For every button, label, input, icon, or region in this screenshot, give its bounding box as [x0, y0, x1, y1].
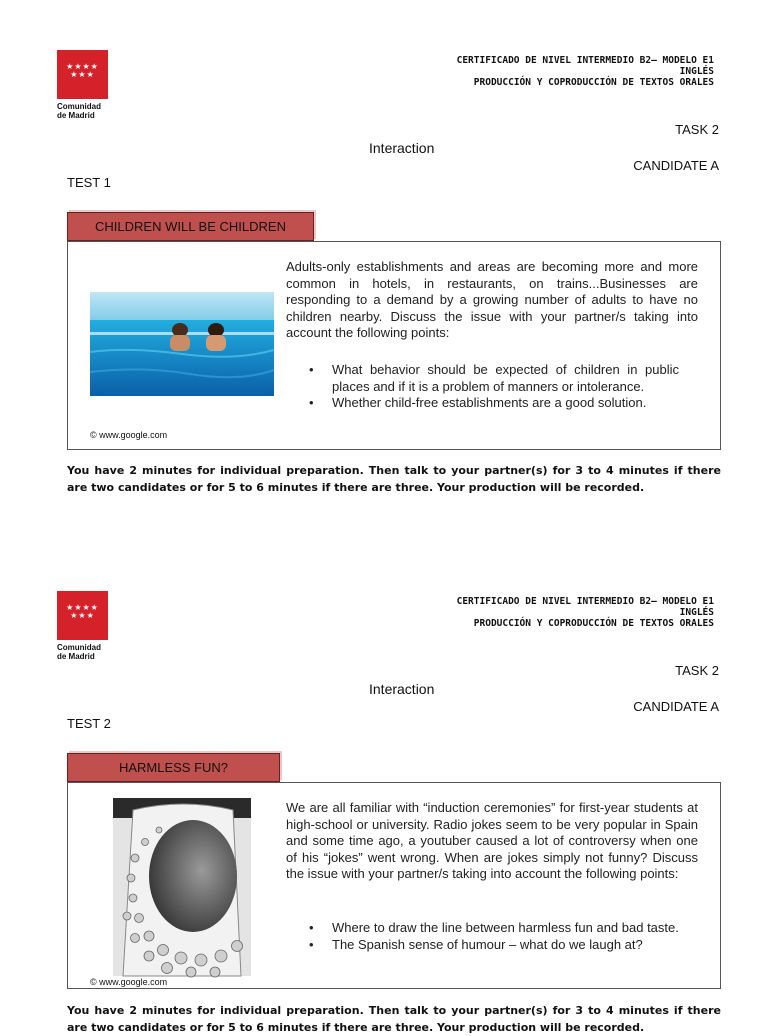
list-item: • Where to draw the line between harmless fun and bad taste.: [309, 920, 679, 937]
organization-name: Comunidad de Madrid: [57, 102, 101, 120]
task-panel: [67, 241, 721, 450]
instructions: You have 2 minutes for individual preparation. Then talk to your partner(s) for 3 to 4 minutes if there are two candidates or for 5 to 6 minutes if there are three. Your production will be recorded.: [67, 464, 721, 494]
madrid-logo: [57, 50, 108, 99]
candidate-label: CANDIDATE A: [633, 699, 719, 714]
topic-title: CHILDREN WILL BE CHILDREN: [67, 212, 314, 241]
madrid-logo: [57, 591, 108, 640]
task-label: TASK 2: [675, 663, 719, 678]
pool-photo: [90, 292, 274, 396]
stars-icon: ★★★★ ★★★: [66, 603, 99, 620]
task-description: We are all familiar with “induction ceremonies” for first-year students at high-school or university. Radio jokes seem to be very popular in Spain and some time ago, a youtuber caused a lot of controversy when one of his “jokes” went wrong. When are jokes simply not funny? Discuss the issue with your partner/s taking into account the following points:: [286, 800, 698, 881]
list-item: • The Spanish sense of humour – what do we laugh at?: [309, 937, 679, 954]
image-credit: © www.google.com: [90, 977, 168, 987]
test-label: TEST 2: [67, 716, 111, 731]
task-panel: [67, 782, 721, 989]
organization-name: Comunidad de Madrid: [57, 643, 101, 661]
instructions: You have 2 minutes for individual preparation. Then talk to your partner(s) for 3 to 4 minutes if there are two candidates or for 5 to 6 minutes if there are three. Your production will be recorded.: [67, 1004, 721, 1034]
toilet-seat-photo: [113, 798, 251, 976]
candidate-label: CANDIDATE A: [633, 158, 719, 173]
discussion-points: [309, 362, 679, 412]
interaction-label: Interaction: [369, 140, 435, 156]
task-description: Adults-only establishments and areas are becoming more and more common in hotels, in restaurants, on trains...Businesses are responding to a demand by a growing number of adults to have no children nearby. Discuss the issue with your partner/s taking into account the following points:: [286, 259, 698, 340]
interaction-label: Interaction: [369, 681, 435, 697]
image-credit: © www.google.com: [90, 430, 168, 440]
list-item: • What behavior should be expected of children in public places and if it is a problem of manners or intolerance.: [309, 362, 679, 395]
certificate-header: CERTIFICADO DE NIVEL INTERMEDIO B2– MODELO E1 INGLÉS PRODUCCIÓN Y COPRODUCCIÓN DE TEXTOS ORALES: [456, 55, 714, 88]
discussion-points: [309, 920, 679, 953]
test-label: TEST 1: [67, 175, 111, 190]
stars-icon: ★★★★ ★★★: [66, 62, 99, 79]
task-label: TASK 2: [675, 122, 719, 137]
list-item: • Whether child-free establishments are a good solution.: [309, 395, 679, 412]
topic-title: HARMLESS FUN?: [67, 753, 280, 782]
certificate-header: CERTIFICADO DE NIVEL INTERMEDIO B2– MODELO E1 INGLÉS PRODUCCIÓN Y COPRODUCCIÓN DE TEXTOS ORALES: [456, 596, 714, 629]
